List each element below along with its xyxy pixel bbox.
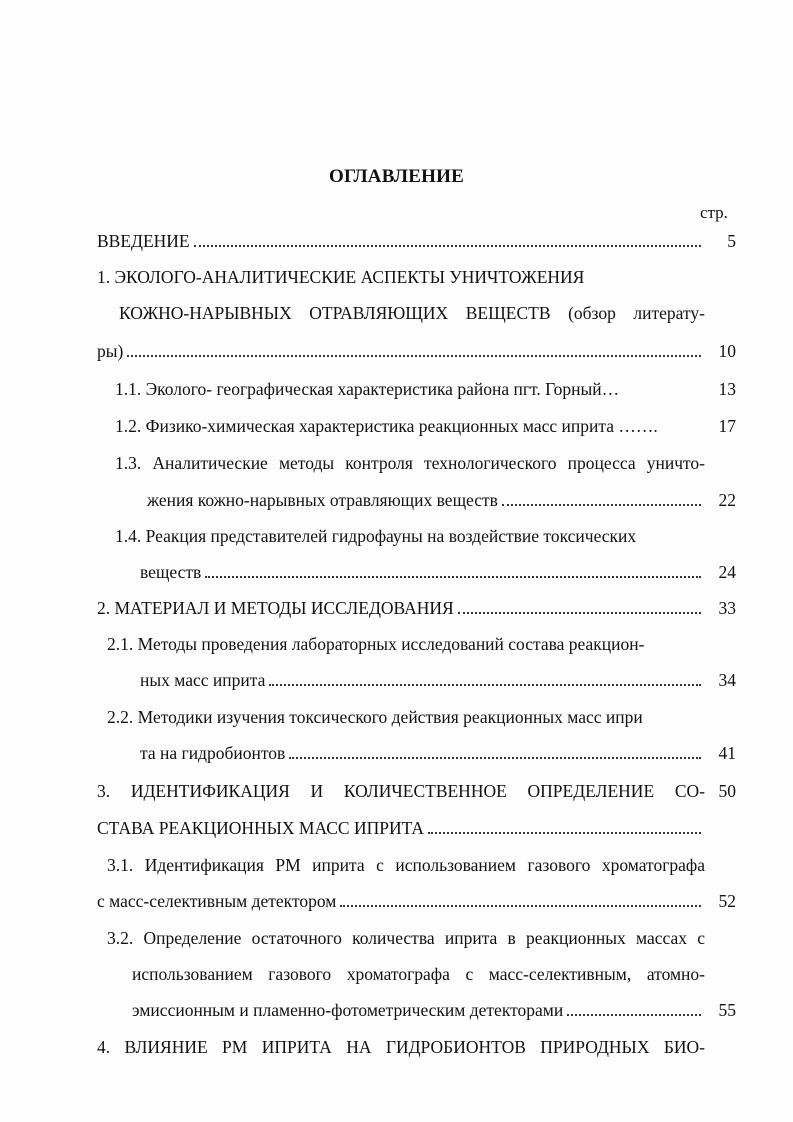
toc-page-cell xyxy=(708,416,736,438)
dot-leader xyxy=(428,832,701,834)
toc-line-text: 3.2. Определение остаточного количества иприта в реакционных массах с xyxy=(107,928,705,948)
toc-line-text: 1. ЭКОЛОГО-АНАЛИТИЧЕСКИЕ АСПЕКТЫ УНИЧТОЖЕНИЯ xyxy=(97,267,585,287)
toc-line xyxy=(97,781,705,803)
toc-page-number: 52 xyxy=(718,891,736,911)
toc-line-text: веществ xyxy=(140,562,202,582)
toc-line-text: 1.2. Физико-химическая характеристика реакционных масс иприта ……. xyxy=(115,416,658,436)
toc-line xyxy=(97,891,705,913)
toc-page-cell xyxy=(708,379,736,401)
toc-line-text: СТАВА РЕАКЦИОННЫХ МАСС ИПРИТА xyxy=(97,818,425,838)
toc-line xyxy=(115,453,705,475)
toc-title: ОГЛАВЛЕНИЕ xyxy=(329,166,464,187)
toc-page-cell xyxy=(708,490,736,512)
toc-line xyxy=(140,562,705,584)
toc-page-number: 34 xyxy=(718,670,736,690)
toc-line xyxy=(97,341,705,363)
toc-line xyxy=(140,743,705,765)
toc-page-number: 10 xyxy=(718,341,736,361)
toc-line-text: ВВЕДЕНИЕ xyxy=(97,231,190,251)
toc-line-text: 1.3. Аналитические методы контроля технологического процесса уничто- xyxy=(115,453,705,473)
toc-line xyxy=(107,855,705,877)
toc-page-cell xyxy=(708,670,736,692)
toc-line-text: 2.2. Методики изучения токсического действия реакционных масс ипри xyxy=(107,707,643,727)
toc-line xyxy=(97,598,705,620)
toc-line-text: 2. МАТЕРИАЛ И МЕТОДЫ ИССЛЕДОВАНИЯ xyxy=(97,598,454,618)
toc-page-cell xyxy=(708,743,736,765)
toc-page-number: 22 xyxy=(718,490,736,510)
toc-line xyxy=(97,1037,705,1059)
toc-line xyxy=(147,490,705,512)
toc-line-text: использованием газового хроматографа с масс-селективным, атомно- xyxy=(132,964,705,984)
dot-leader xyxy=(194,245,701,247)
dot-leader xyxy=(458,612,701,614)
dot-leader xyxy=(127,355,701,357)
toc-line xyxy=(107,707,643,729)
toc-page-number: 24 xyxy=(718,562,736,582)
toc-line-text: с масс-селективным детектором xyxy=(97,891,337,911)
toc-line xyxy=(97,818,705,840)
toc-line-text: 4. ВЛИЯНИЕ РМ ИПРИТА НА ГИДРОБИОНТОВ ПРИРОДНЫХ БИО- xyxy=(97,1037,705,1057)
toc-line xyxy=(119,303,705,325)
toc-line xyxy=(115,526,636,548)
toc-line xyxy=(107,634,644,656)
toc-page-number: 5 xyxy=(727,231,736,251)
toc-page-cell xyxy=(708,1000,736,1022)
dot-leader xyxy=(205,576,701,578)
toc-line-text: ры) xyxy=(97,341,124,361)
toc-page-cell xyxy=(708,231,736,253)
toc-line xyxy=(132,964,705,986)
toc-line-text: жения кожно-нарывных отравляющих веществ xyxy=(147,490,498,510)
toc-line-text: 3.1. Идентификация РМ иприта с использованием газового хроматографа xyxy=(107,855,705,875)
toc-line xyxy=(97,267,584,289)
toc-page-number: 17 xyxy=(718,416,736,436)
toc-page-cell xyxy=(708,781,736,803)
dot-leader xyxy=(502,504,701,506)
toc-page-number: 13 xyxy=(718,379,736,399)
toc-line xyxy=(140,670,705,692)
toc-line xyxy=(97,231,705,253)
toc-line-text: 2.1. Методы проведения лабораторных исследований состава реакцион- xyxy=(107,634,645,654)
dot-leader xyxy=(269,684,701,686)
dot-leader xyxy=(289,757,701,759)
toc-page-cell xyxy=(708,598,736,620)
toc-page-number: 55 xyxy=(718,1000,736,1020)
dot-leader xyxy=(340,905,701,907)
toc-page-cell xyxy=(708,562,736,584)
toc-line xyxy=(115,416,658,438)
toc-page-number: 41 xyxy=(718,743,736,763)
toc-page-cell xyxy=(708,341,736,363)
toc-line-text: 1.1. Эколого- географическая характеристика района пгт. Горный… xyxy=(115,379,620,399)
toc-line-text: та на гидробионтов xyxy=(140,743,286,763)
toc-line-text: 1.4. Реакция представителей гидрофауны на воздействие токсических xyxy=(115,526,637,546)
toc-line xyxy=(107,928,705,950)
dot-leader xyxy=(567,1014,701,1016)
toc-page-number: 50 xyxy=(718,781,736,801)
toc-page-cell xyxy=(708,891,736,913)
toc-line-text: эмиссионным и пламенно-фотометрическим детекторами xyxy=(132,1000,564,1020)
toc-line xyxy=(115,379,619,401)
toc-line-text: 3. ИДЕНТИФИКАЦИЯ И КОЛИЧЕСТВЕННОЕ ОПРЕДЕЛЕНИЕ СО- xyxy=(97,781,705,801)
toc-line-text: КОЖНО-НАРЫВНЫХ ОТРАВЛЯЮЩИХ ВЕЩЕСТВ (обзор литерату- xyxy=(119,303,705,323)
toc-line-text: ных масс иприта xyxy=(140,670,266,690)
toc-line xyxy=(132,1000,705,1022)
toc-page-number: 33 xyxy=(718,598,736,618)
page-column-label: стр. xyxy=(700,203,728,222)
